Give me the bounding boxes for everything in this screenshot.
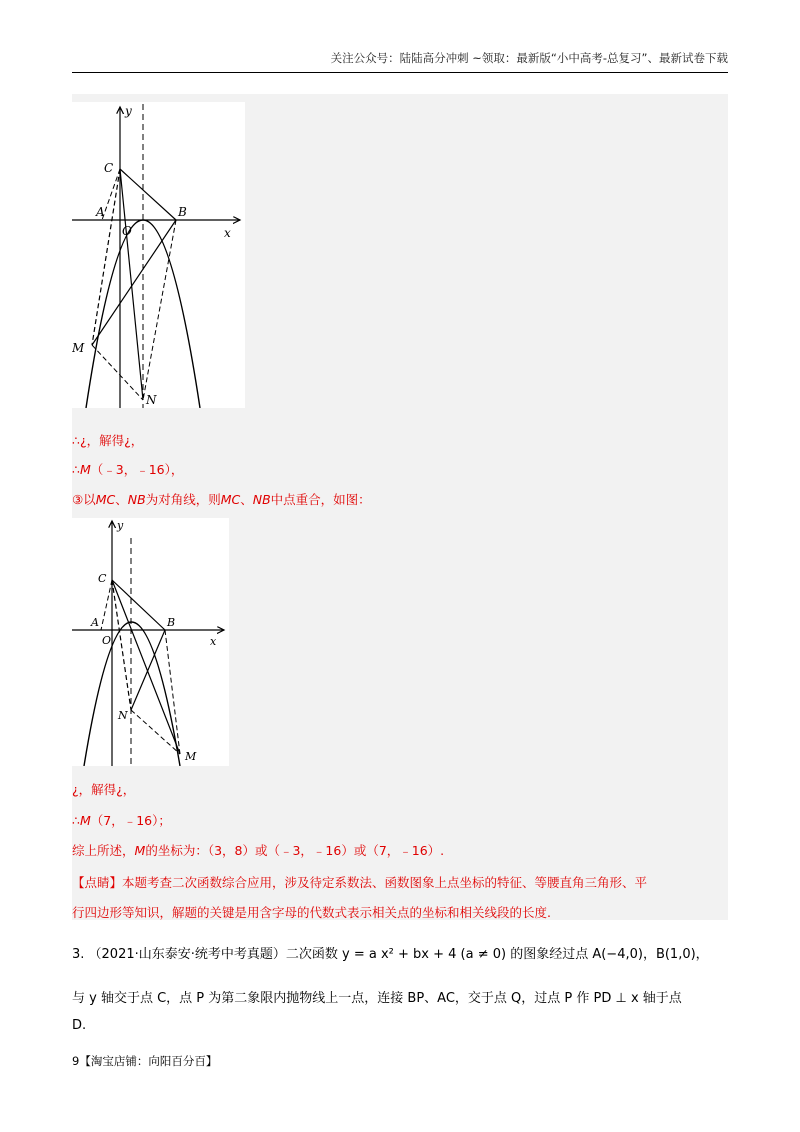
segment-ca (102, 169, 120, 220)
label-o: O (122, 224, 132, 238)
header-rule (72, 72, 728, 73)
segment-cm (92, 169, 120, 345)
solution-line-3 (72, 490, 371, 508)
label-x: x (224, 226, 231, 240)
text: ③以 (72, 492, 96, 507)
therefore-symbol: ∴ (72, 462, 80, 477)
label-b: B (178, 205, 187, 219)
label-c: C (98, 572, 107, 585)
label-c: C (104, 161, 114, 175)
label-a: A (96, 205, 105, 219)
segment-cm (112, 580, 180, 754)
coords-m2: （7，﹣16）； (90, 813, 171, 828)
text: 为对角线，则 (145, 492, 221, 507)
text: 、 (115, 492, 128, 507)
solution-line-5 (72, 811, 171, 829)
segment-cn (112, 580, 131, 710)
label-n: N (146, 393, 157, 407)
segment-cn (120, 169, 143, 400)
label-n: N (118, 709, 128, 722)
figure-2 (72, 518, 229, 766)
segment-cb (120, 169, 176, 220)
var-nb: NB (127, 492, 146, 507)
question-line-1: 3. （2021·山东泰安·统考中考真题）二次函数 y = a x² + bx + 4 (a ≠ 0) 的图象经过点 A(−4,0)，B(1,0)， (72, 947, 709, 962)
page-header: 关注公众号：陆陆高分冲刺 ~领取：最新版“小中高考-总复习”、最新试卷下载 (330, 51, 728, 65)
page-footer: 9【淘宝店铺：向阳百分百】 (72, 1054, 218, 1068)
label-m: M (185, 750, 197, 763)
commentary-line-1: 【点睛】本题考查二次函数综合应用，涉及待定系数法、函数图象上点坐标的特征、等腰直角三角形、平 (72, 875, 648, 890)
text: 、 (240, 492, 253, 507)
text: 的坐标为：（3，8）或（﹣3，﹣16）或（7，﹣16）. (145, 843, 445, 858)
text: 综上所述， (72, 843, 135, 858)
commentary-line-2: 行四边形等知识，解题的关键是用含字母的代数式表示相关点的坐标和相关线段的长度. (72, 905, 551, 920)
label-y: y (117, 519, 124, 532)
segment-ca (101, 580, 112, 630)
var-m: M (79, 462, 91, 477)
parabola (84, 622, 180, 766)
figure-2-svg (72, 518, 229, 766)
label-x: x (210, 635, 217, 648)
label-y: y (125, 104, 132, 118)
text: 中点重合，如图： (270, 492, 371, 507)
solution-line-4: ¿，解得¿， (72, 782, 136, 797)
segment-cb (112, 580, 165, 630)
label-o: O (102, 634, 112, 647)
var-m: M (79, 813, 91, 828)
label-a: A (91, 616, 99, 629)
question-line-2: 与 y 轴交于点 C，点 P 为第二象限内抛物线上一点，连接 BP、AC，交于点 Q，过点 P 作 PD ⊥ x 轴于点 (72, 991, 682, 1006)
therefore-symbol: ∴ (72, 813, 80, 828)
segment-nm (131, 710, 180, 754)
segment-mn (92, 345, 143, 400)
var-mc: MC (220, 492, 241, 507)
label-m: M (72, 341, 85, 355)
var-m: M (134, 843, 146, 858)
var-mc: MC (95, 492, 116, 507)
label-b: B (167, 616, 176, 629)
segment-bm (92, 220, 176, 345)
var-nb: NB (252, 492, 271, 507)
figure-1-svg (72, 102, 245, 408)
solution-line-1: ∴¿，解得¿， (72, 433, 144, 448)
solution-line-6 (72, 841, 444, 859)
solution-line-2 (72, 460, 183, 478)
figure-1 (72, 102, 245, 408)
coords-m1: （﹣3，﹣16）， (90, 462, 184, 477)
question-line-3: D. (72, 1018, 87, 1033)
segment-bn (143, 220, 176, 400)
